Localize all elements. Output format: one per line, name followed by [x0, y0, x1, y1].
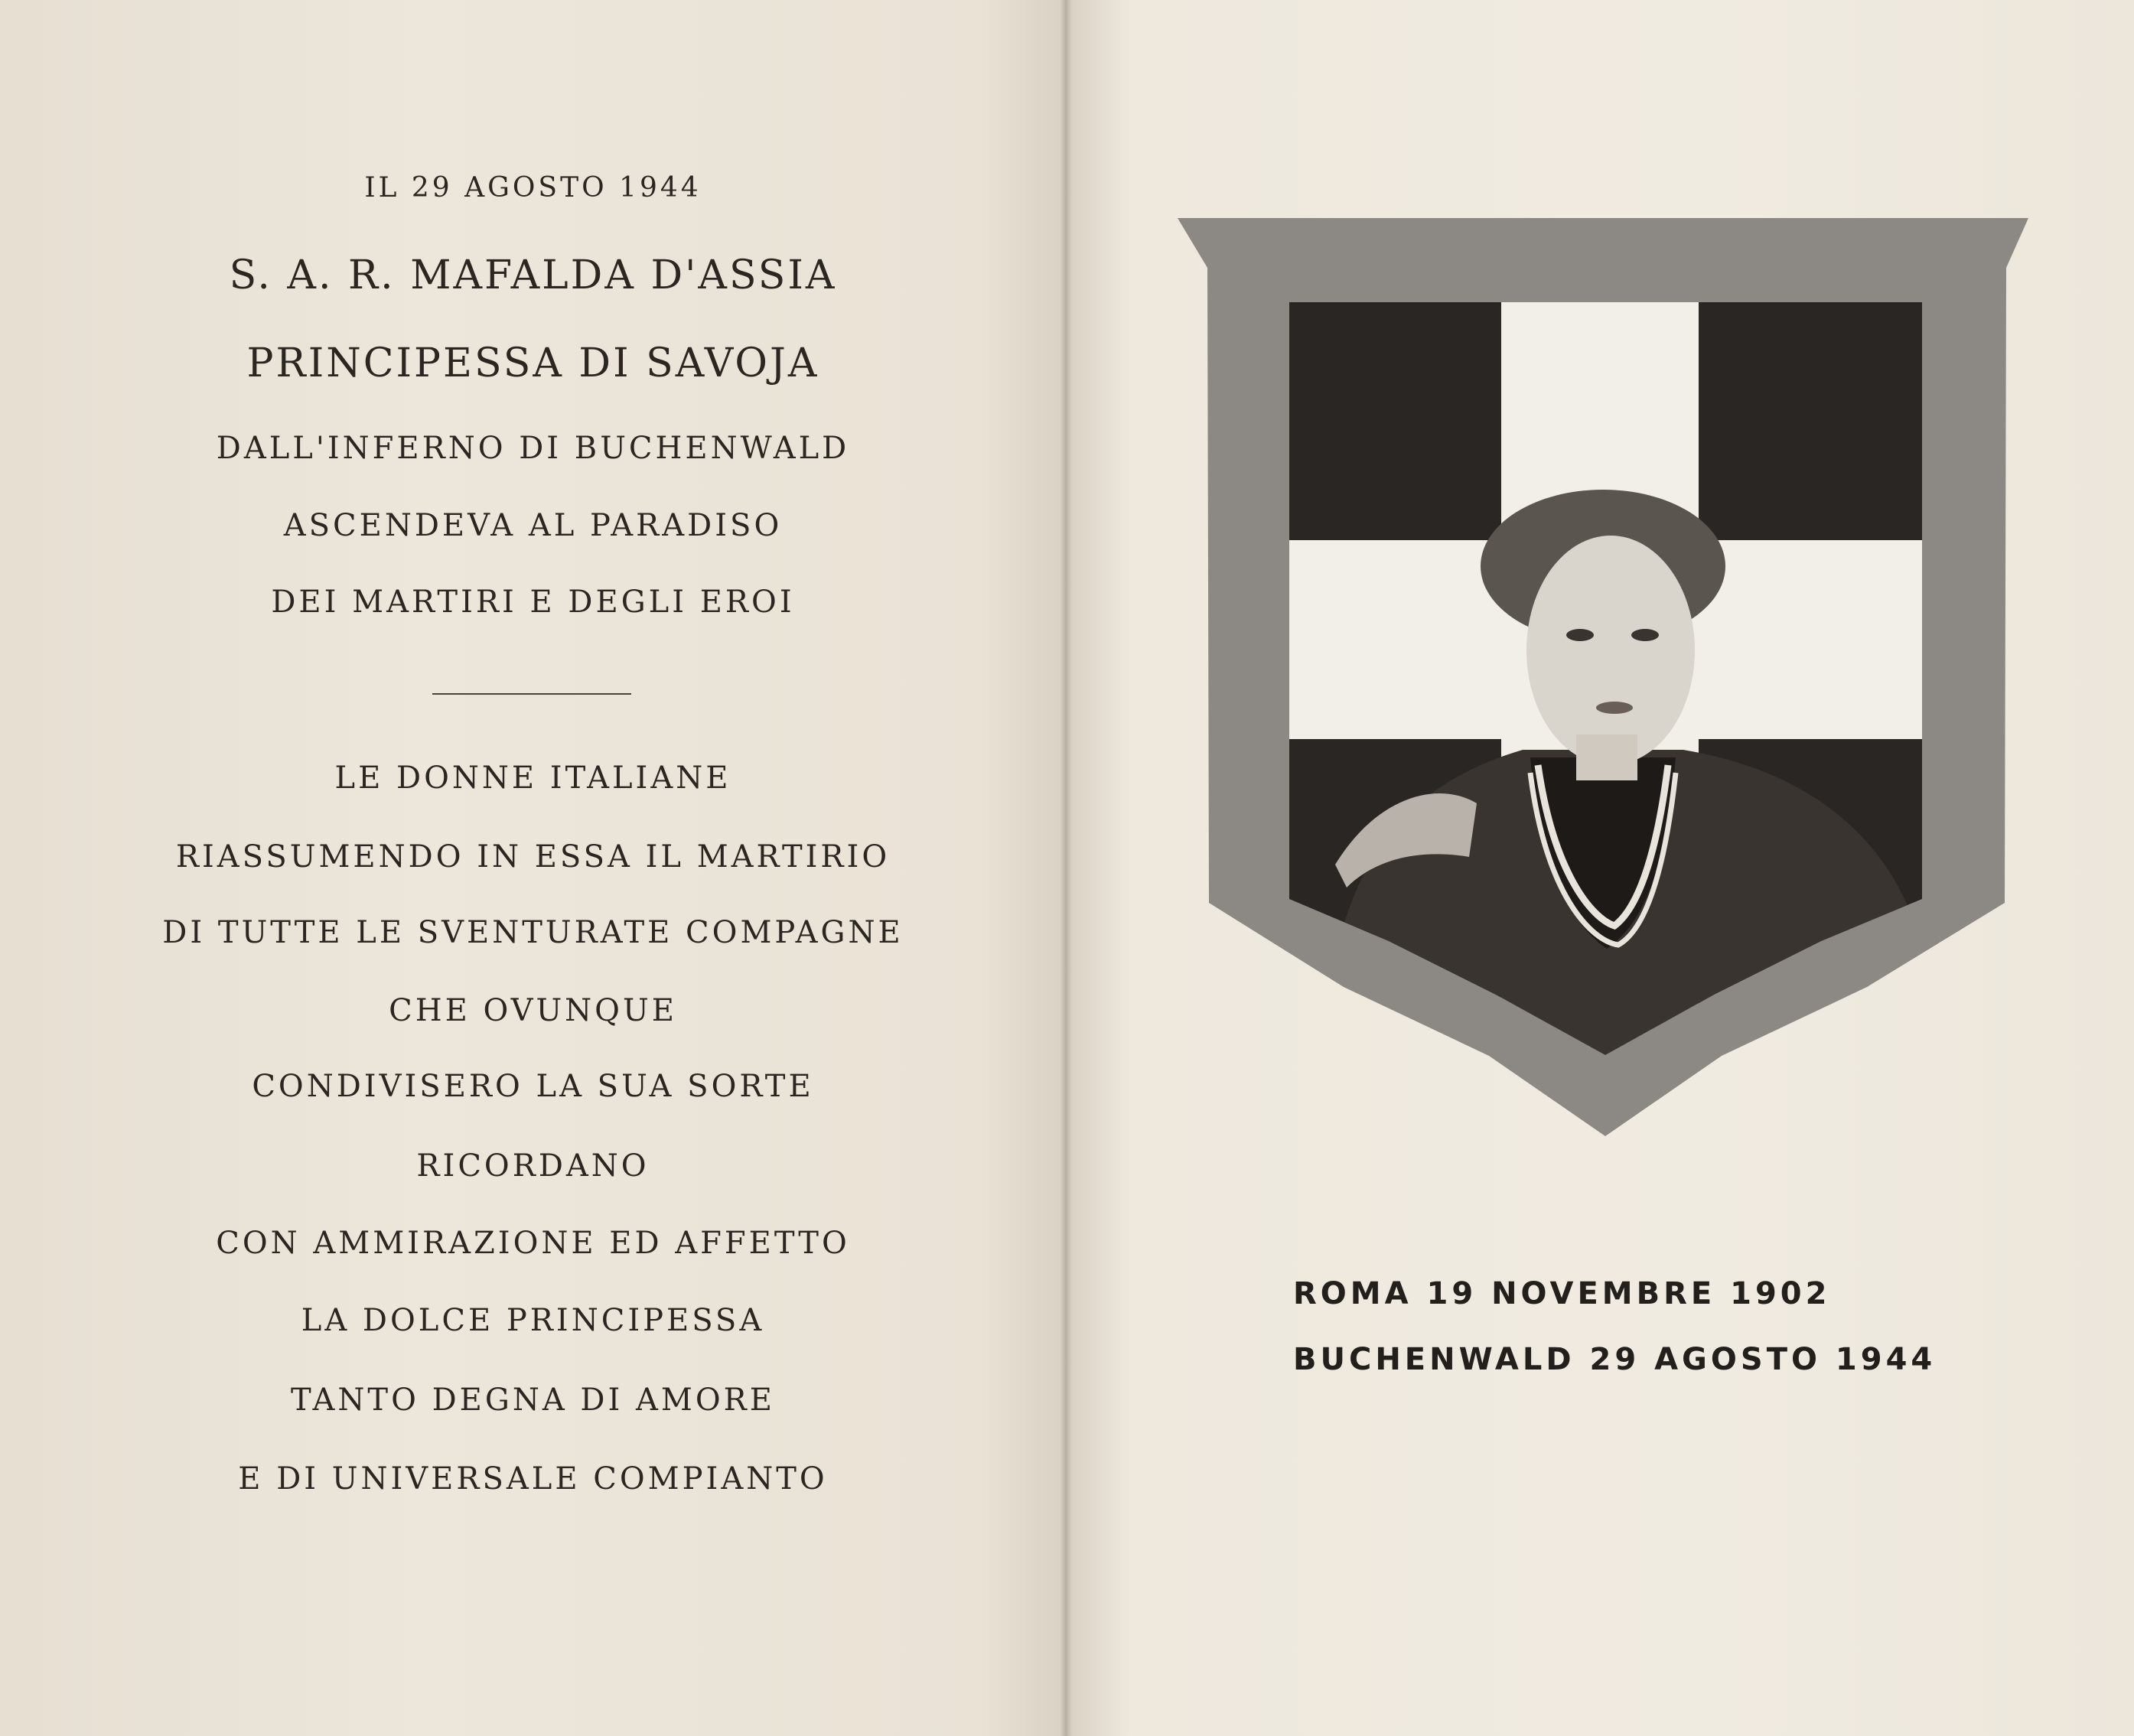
princess-name: S. A. R. MAFALDA D'ASSIA: [229, 252, 837, 298]
text-line: LE DONNE ITALIANE: [334, 761, 731, 796]
text-line: DEI MARTIRI E DEGLI EROI: [271, 585, 795, 620]
text-line: DI TUTTE LE SVENTURATE COMPAGNE: [162, 915, 904, 950]
text-line: CON AMMIRAZIONE ED AFFETTO: [216, 1226, 850, 1261]
text-line: TANTO DEGNA DI AMORE: [291, 1383, 775, 1418]
princess-title: PRINCIPESSA DI SAVOJA: [246, 340, 819, 386]
text-line: CHE OVUNQUE: [389, 993, 677, 1028]
text-line: RIASSUMENDO IN ESSA IL MARTIRIO: [175, 839, 891, 875]
text-line: ASCENDEVA AL PARADISO: [283, 508, 783, 543]
date-line: IL 29 AGOSTO 1944: [364, 172, 702, 204]
text-line: CONDIVISERO LA SUA SORTE: [252, 1069, 814, 1104]
text-line: RICORDANO: [416, 1148, 650, 1184]
text-line: E DI UNIVERSALE COMPIANTO: [238, 1461, 828, 1497]
text-line: DALL'INFERNO DI BUCHENWALD: [216, 431, 850, 466]
death-date: BUCHENWALD 29 AGOSTO 1944: [1293, 1342, 1937, 1377]
birth-date: ROMA 19 NOVEMBRE 1902: [1293, 1276, 1831, 1311]
text-line: LA DOLCE PRINCIPESSA: [301, 1303, 765, 1338]
